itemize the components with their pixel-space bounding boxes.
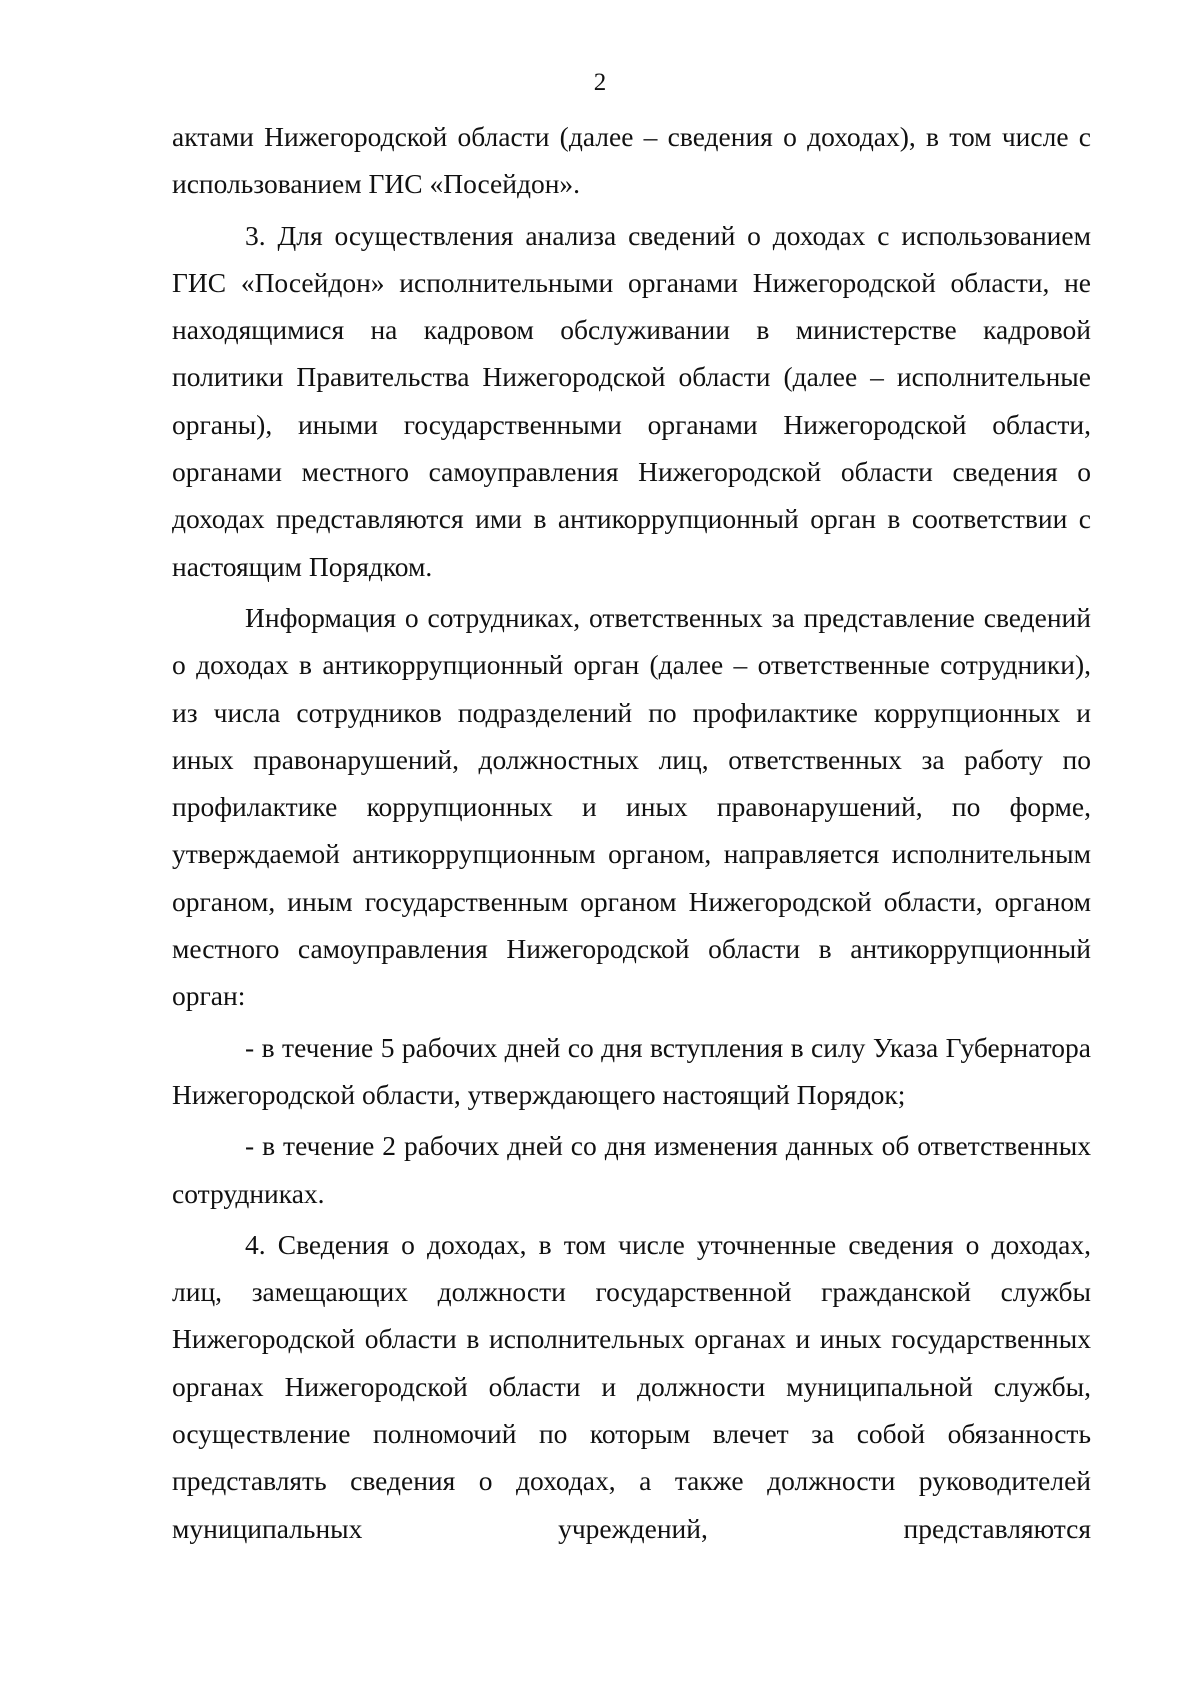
paragraph-continuation: актами Нижегородской области (далее – сведения о доходах), в том числе с использованием ГИС «Посейдон». (172, 121, 1091, 200)
list-item-5-days: - в течение 5 рабочих дней со дня вступления в силу Указа Губернатора Нижегородской области, утверждающего настоящий Порядок; (172, 1031, 1091, 1110)
document-body (172, 113, 1091, 1552)
paragraph-responsible-staff: Информация о сотрудниках, ответственных за представление сведений о доходах в антикоррупционный орган (далее – ответственные сотрудники), из числа сотрудников подразделений по профилактике коррупционных и иных правонарушений, должностных лиц, ответственных за работу по профилактике коррупционных и иных правонарушений, по форме, утверждаемой антикоррупционным органом, направляется исполнительным органом, иным государственным органом Нижегородской области, органом местного самоуправления Нижегородской области в антикоррупционный орган: (172, 601, 1091, 1012)
page-number: 2 (593, 69, 607, 96)
paragraph-item-3: 3. Для осуществления анализа сведений о доходах с использованием ГИС «Посейдон» исполнительными органами Нижегородской области, не находящимися на кадровом обслуживании в министерстве кадровой политики Правительства Нижегородской области (далее – исполнительные органы), иными государственными органами Нижегородской области, органами местного самоуправления Нижегородской области сведения о доходах представляются ими в антикоррупционный орган в соответствии с настоящим Порядком. (172, 219, 1091, 582)
paragraph-item-4: 4. Сведения о доходах, в том числе уточненные сведения о доходах, лиц, замещающих должности государственной гражданской службы Нижегородской области в исполнительных органах и иных государственных органах Нижегородской области и должности муниципальной службы, осуществление полномочий по которым влечет за собой обязанность представлять сведения о доходах, а также должности руководителей муниципальных учреждений, представляются (172, 1228, 1091, 1544)
list-item-2-days: - в течение 2 рабочих дней со дня изменения данных об ответственных сотрудниках. (172, 1130, 1091, 1209)
